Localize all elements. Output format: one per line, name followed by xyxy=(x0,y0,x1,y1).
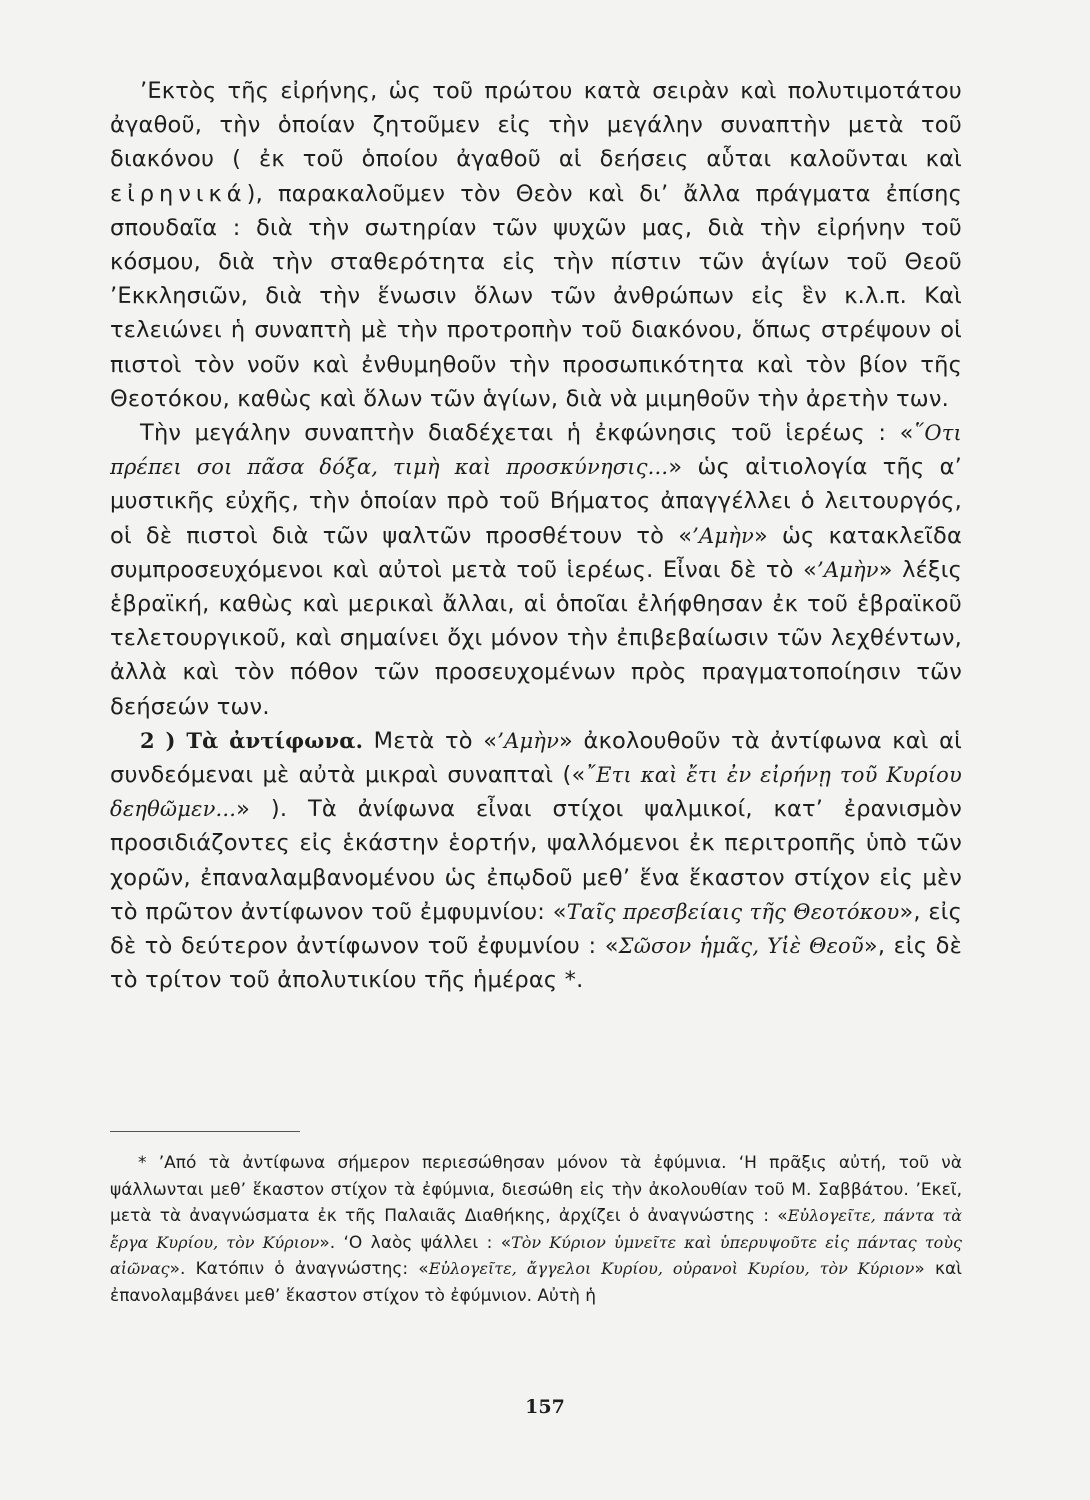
paragraph-3 xyxy=(110,724,962,998)
italic-quote: Σῶσον ἡμᾶς, Υἱὲ Θεοῦ xyxy=(618,934,864,959)
main-text xyxy=(110,74,962,997)
italic-quote: ’Αμὴν xyxy=(497,728,560,753)
text-run: » καὶ ἐπανολαμβάνει μεθ’ ἕκαστον στίχον τὸ ἐφύμνιον. Αὐτὴ ἡ xyxy=(110,1259,962,1306)
text-run: » ὡς αἰτιολογία τῆς α’ μυστικῆς εὐχῆς, τὴν ὁποίαν πρὸ τοῦ Βήματος ἀπαγγέλλει ὁ λειτουργός, οἱ δὲ πιστοὶ διὰ τῶν ψαλτῶν προσθέτουν τὸ « xyxy=(110,454,962,549)
paragraph-1 xyxy=(110,74,962,416)
footnote xyxy=(110,1150,962,1310)
text-run: ), παρακαλοῦμεν τὸν Θεὸν καὶ δι’ ἄλλα πράγματα ἐπίσης σπουδαῖα : διὰ τὴν σωτηρίαν τῶν ψυχῶν μας, διὰ τὴν εἰρήνην τοῦ κόσμου, διὰ τὴν σταθερότητα εἰς τὴν πίστιν τῶν ἁγίων τοῦ Θεοῦ ’Εκκλησιῶν, διὰ τὴν ἕνωσιν ὅλων τῶν ἀνθρώπων εἰς ἓν κ.λ.π. Καὶ τελειώνει ἡ συναπτὴ μὲ τὴν προτροπὴν τοῦ διακόνου, ὅπως στρέψουν οἱ πιστοὶ τὸν νοῦν καὶ ἐνθυμηθοῦν τὴν προσωπικότητα καὶ τὸν βίον τῆς Θεοτόκου, καθὼς καὶ ὅλων τῶν ἁγίων, διὰ νὰ μιμηθοῦν τὴν ἀρετὴν των. xyxy=(110,180,962,412)
text-run: ». ‘Ο λαὸς ψάλλει : « xyxy=(319,1232,512,1253)
italic-quote: Τὸν Κύριον ὑμνεῖτε καὶ ὑπερυψοῦτε εἰς πάντας τοὺς αἰῶνας xyxy=(110,1232,963,1279)
page-number: 157 xyxy=(525,1396,565,1418)
italic-quote: Εὐλογεῖτε, πάντα τὰ ἔργα Κυρίου, τὸν Κύριον xyxy=(110,1206,963,1252)
text-run: ». Κατόπιν ὁ ἀναγνώστης: « xyxy=(169,1259,429,1280)
italic-quote: ’Αμὴν xyxy=(692,523,754,548)
text-run: * ’Από τὰ ἀντίφωνα σήμερον περιεσώθησαν μόνον τὰ ἐφύμνια. ‘Η πρᾶξις αὐτή, τοῦ νὰ ψάλλωνται μεθ’ ἕκαστον στίχον τὰ ἐφύμνια, διεσώθη εἰς τὴν ἀκολουθίαν τοῦ Μ. Σαββάτου. ’Εκεῖ, μετὰ τὰ ἀναγνώσματα ἐκ τῆς Παλαιᾶς Διαθήκης, ἀρχίζει ὁ ἀναγνώστης : « xyxy=(110,1153,962,1227)
paragraph-2 xyxy=(110,416,962,724)
text-run: ’Εκτὸς τῆς εἰρήνης, ὡς τοῦ πρώτου κατὰ σειρὰν καὶ πολυτιμοτάτου ἀγαθοῦ, τὴν ὁποίαν ζητοῦμεν εἰς τὴν μεγάλην συναπτὴν μετὰ τοῦ διακόνου ( ἐκ τοῦ ὁποίου ἀγαθοῦ αἱ δεήσεις αὗται καλοῦνται καὶ xyxy=(110,78,962,173)
text-run: », εἰς δὲ τὸ δεύτερον ἀντίφωνον τοῦ ἐφυμνίου : « xyxy=(110,898,962,960)
section-heading: 2 ) Τὰ ἀντίφωνα. xyxy=(140,727,364,753)
italic-quote: ’Αμὴν xyxy=(816,557,879,582)
italic-quote: ῎Ετι καὶ ἔτι ἐν εἰρήνῃ τοῦ Κυρίου δεηθῶμεν... xyxy=(110,763,962,822)
italic-quote: Εὐλογεῖτε, ἄγγελοι Κυρίου, οὐρανοὶ Κυρίου, τὸν Κύριον xyxy=(428,1259,915,1279)
text-run: » ἀκολουθοῦν τὰ ἀντίφωνα καὶ αἱ συνδεόμεναι μὲ αὐτὰ μικραὶ συναπταὶ (« xyxy=(110,727,962,789)
text-run: Τὴν μεγάλην συναπτὴν διαδέχεται ἡ ἐκφώνησις τοῦ ἱερέως : « xyxy=(140,420,914,447)
text-run: » ὡς κατακλεῖδα συμπροσευχόμενοι καὶ αὐτοὶ μετὰ τοῦ ἱερέως. Εἶναι δὲ τὸ « xyxy=(110,522,962,583)
footnote-divider xyxy=(110,1131,300,1132)
text-run: » λέξις ἑβραϊκή, καθὼς καὶ μερικαὶ ἄλλαι, αἱ ὁποῖαι ἐλήφθησαν ἐκ τοῦ ἑβραϊκοῦ τελετουργικοῦ, καὶ σημαίνει ὄχι μόνον τὴν ἐπιβεβαίωσιν τῶν λεχθέντων, ἀλλὰ καὶ τὸν πόθον τῶν προσευχομένων πρὸς πραγματοποίησιν τῶν δεήσεών των. xyxy=(110,556,962,720)
italic-quote: ῞Οτι πρέπει σοι πᾶσα δόξα, τιμὴ καὶ προσκύνησις... xyxy=(110,421,962,480)
text-run: Μετὰ τὸ « xyxy=(363,727,498,754)
text-run: » ). Τὰ ἀνίφωνα εἶναι στίχοι ψαλμικοί, κατ’ ἐρανισμὸν προσιδιάζοντες εἰς ἑκάστην ἑορτήν, ψαλλόμενοι ἐκ περιτροπῆς ὑπὸ τῶν χορῶν, ἐπαναλαμβανομένου ὡς ἐπῳδοῦ μεθ’ ἕνα ἕκαστον στίχον εἰς μὲν τὸ πρῶτον ἀντίφωνον τοῦ ἐμφυμνίου: « xyxy=(110,796,962,925)
italic-quote: Ταῖς πρεσβείαις τῆς Θεοτόκου xyxy=(566,899,900,924)
spaced-term: εἰρηνικά xyxy=(110,180,247,207)
footnote-paragraph xyxy=(110,1150,962,1310)
text-run: », εἰς δὲ τὸ τρίτον τοῦ ἀπολυτικίου τῆς ἡμέρας *. xyxy=(110,933,963,994)
